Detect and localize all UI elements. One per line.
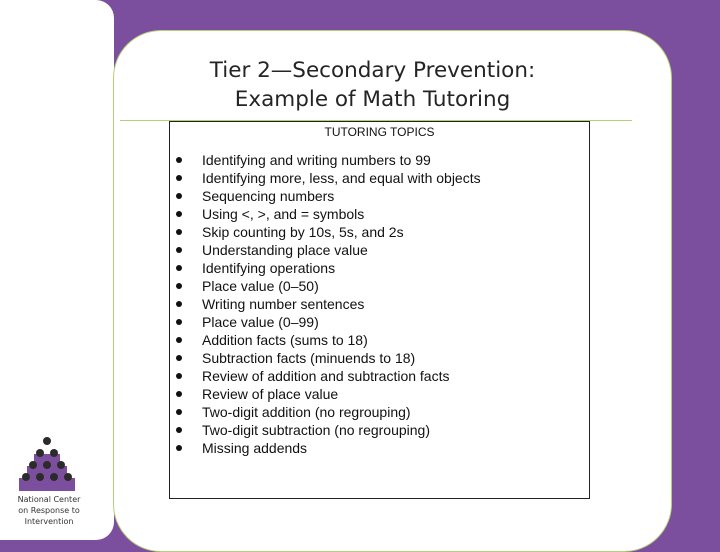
bullet-icon — [176, 193, 182, 199]
topic-list-item — [170, 403, 589, 421]
topic-text: Two-digit subtraction (no regrouping) — [202, 422, 431, 438]
ncrti-logo — [8, 432, 108, 528]
topic-text: Understanding place value — [202, 242, 368, 258]
bullet-icon — [176, 175, 182, 181]
bullet-icon — [176, 229, 182, 235]
topic-list-item — [170, 241, 589, 259]
bullet-icon — [176, 301, 182, 307]
slide-title — [120, 56, 625, 114]
bullet-icon — [176, 211, 182, 217]
topic-list-item — [170, 439, 589, 457]
title-line-1: Tier 2—Secondary Prevention: — [209, 58, 536, 83]
topic-list-item — [170, 331, 589, 349]
topic-list-item — [170, 295, 589, 313]
topic-text: Identifying more, less, and equal with objects — [202, 170, 481, 186]
logo-pyramid-icon — [14, 434, 80, 492]
logo-text — [8, 494, 90, 527]
topic-text: Review of addition and subtraction facts — [202, 368, 450, 384]
bullet-icon — [176, 157, 182, 163]
bullet-icon — [176, 337, 182, 343]
title-line-2: Example of Math Tutoring — [234, 87, 511, 112]
topic-list-item — [170, 205, 589, 223]
bullet-icon — [176, 445, 182, 451]
topic-text: Using <, >, and = symbols — [202, 206, 365, 222]
topic-list — [170, 151, 589, 457]
topic-list-item — [170, 223, 589, 241]
topic-text: Skip counting by 10s, 5s, and 2s — [202, 224, 404, 240]
tutoring-topics-box — [169, 121, 590, 499]
topic-text: Identifying operations — [202, 260, 336, 276]
bullet-icon — [176, 391, 182, 397]
bullet-icon — [176, 319, 182, 325]
topic-list-item — [170, 277, 589, 295]
topic-list-item — [170, 349, 589, 367]
topic-text: Addition facts (sums to 18) — [202, 332, 368, 348]
bullet-icon — [176, 265, 182, 271]
topic-list-item — [170, 187, 589, 205]
logo-text-line-3: Intervention — [24, 517, 74, 526]
topic-list-item — [170, 421, 589, 439]
bullet-icon — [176, 355, 182, 361]
topic-text: Identifying and writing numbers to 99 — [202, 152, 431, 168]
bullet-icon — [176, 373, 182, 379]
logo-text-line-2: on Response to — [18, 506, 80, 515]
bullet-icon — [176, 427, 182, 433]
topic-list-item — [170, 313, 589, 331]
topic-list-item — [170, 367, 589, 385]
topics-heading: TUTORING TOPICS — [324, 125, 435, 139]
bullet-icon — [176, 283, 182, 289]
topic-text: Sequencing numbers — [202, 188, 335, 204]
topic-text: Place value (0–99) — [202, 314, 319, 330]
topic-list-item — [170, 169, 589, 187]
topic-text: Missing addends — [202, 440, 308, 456]
topic-text: Writing number sentences — [202, 296, 365, 312]
topic-list-item — [170, 151, 589, 169]
topic-text: Place value (0–50) — [202, 278, 319, 294]
topic-text: Subtraction facts (minuends to 18) — [202, 350, 416, 366]
logo-text-line-1: National Center — [17, 495, 81, 504]
topic-list-item — [170, 259, 589, 277]
topic-list-item — [170, 385, 589, 403]
bullet-icon — [176, 409, 182, 415]
bullet-icon — [176, 247, 182, 253]
topic-text: Two-digit addition (no regrouping) — [202, 404, 411, 420]
topic-text: Review of place value — [202, 386, 339, 402]
